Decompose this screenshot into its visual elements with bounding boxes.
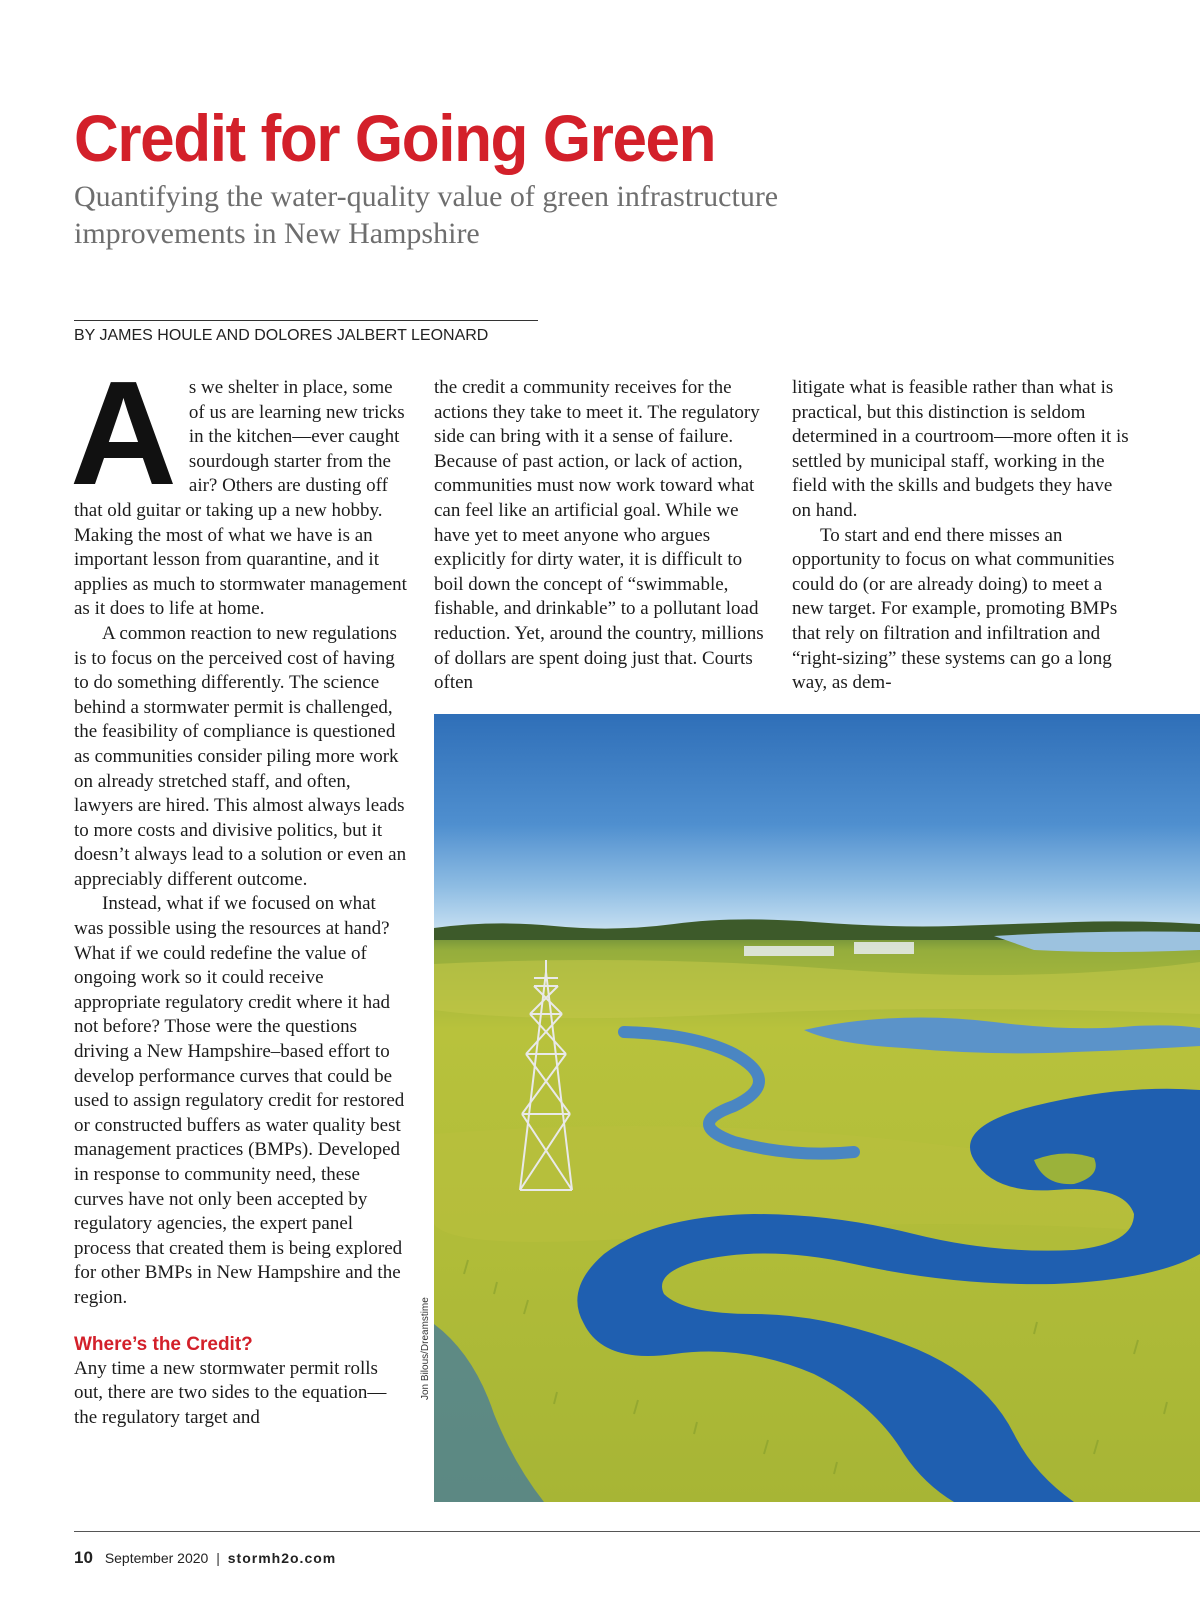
byline: BY JAMES HOULE AND DOLORES JALBERT LEONARD: [74, 327, 489, 344]
tidal-pool: [804, 1018, 1200, 1054]
paragraph: the credit a community receives for the actions they take to meet it. The regulatory side can bring with it a sense of failure. Because of past action, or lack of action, communities must now work toward what can feel like an artificial goal. While we have yet to meet anyone who argues explicitly for dirty water, it is difficult to boil down the concept of “swimmable, fishable, and drinkable” to a pollutant load reduction. Yet, around the country, millions of dollars are spent doing just that. Courts often: [434, 377, 764, 694]
column-1: [70, 351, 409, 1430]
section-heading: Where’s the Credit?: [74, 1333, 253, 1355]
photo-credit: Jon Bilous/Dreamstime: [420, 1297, 431, 1400]
footer-separator: |: [216, 1550, 220, 1566]
column-3: [792, 376, 1132, 696]
paragraph: Instead, what if we focused on what was possible using the resources at hand? What if we could redefine the value of ongoing work so it could receive appropriate regulatory credit where it had not before? Those were the questions driving a New Hampshire–based effort to develop performance curves that could be used to assign regulatory credit for restored or constructed buffers as water quality best management practices (BMPs). Developed in response to community need, these curves have not only been accepted by regulatory agencies, the expert panel process that created them is being explored for other BMPs in New Hampshire and the region.: [74, 893, 405, 1308]
salt-marsh-photo: [434, 714, 1200, 1502]
column-2: [434, 376, 770, 696]
paragraph: Any time a new stormwater permit rolls out, there are two sides to the equation—the regulatory target and: [74, 1357, 387, 1428]
drop-cap: A: [70, 351, 177, 516]
article-subtitle: Quantifying the water-quality value of green infrastructure improvements in New Hampshire: [74, 180, 779, 250]
paragraph: litigate what is feasible rather than what is practical, but this distinction is seldom determined in a courtroom—more often it is settled by municipal staff, working in the field with the skills and budgets they have on hand.: [792, 377, 1129, 521]
site-link[interactable]: stormh2o.com: [227, 1550, 337, 1566]
distant-houses: [744, 942, 914, 956]
paragraph: s we shelter in place, some of us are learning new tricks in the kitchen—ever caught sourdough starter from the air? Others are dusting off that old guitar or taking up a new hobby. Making the most of what we have is an important lesson from quarantine, and it applies as much to stormwater management as it does to life at home.: [74, 377, 407, 620]
paragraph: A common reaction to new regulations is to focus on the perceived cost of having to do something differently. The science behind a stormwater permit is challenged, the feasibility of compliance is questioned as communities consider piling more work on already stretched staff, and often, lawyers are hired. This almost always leads to more costs and divisive politics, but it doesn’t always lead to a solution or even an appreciably different outcome.: [74, 622, 407, 890]
paragraph: To start and end there misses an opportunity to focus on what communities could do (or are already doing) to meet a new target. For example, promoting BMPs that rely on filtration and infiltration and “right-sizing” these systems can go a long way, as dem-: [792, 524, 1118, 694]
article-title: Credit for Going Green: [74, 101, 716, 175]
marsh-illustration: [434, 714, 1200, 1502]
issue-date: September 2020: [104, 1550, 209, 1566]
byline-divider: [74, 320, 538, 321]
page-number: 10: [74, 1548, 93, 1567]
page-footer: [74, 1549, 336, 1567]
distant-bay: [994, 932, 1200, 953]
footer-divider: [74, 1531, 1200, 1532]
lower-water: [434, 1324, 544, 1502]
